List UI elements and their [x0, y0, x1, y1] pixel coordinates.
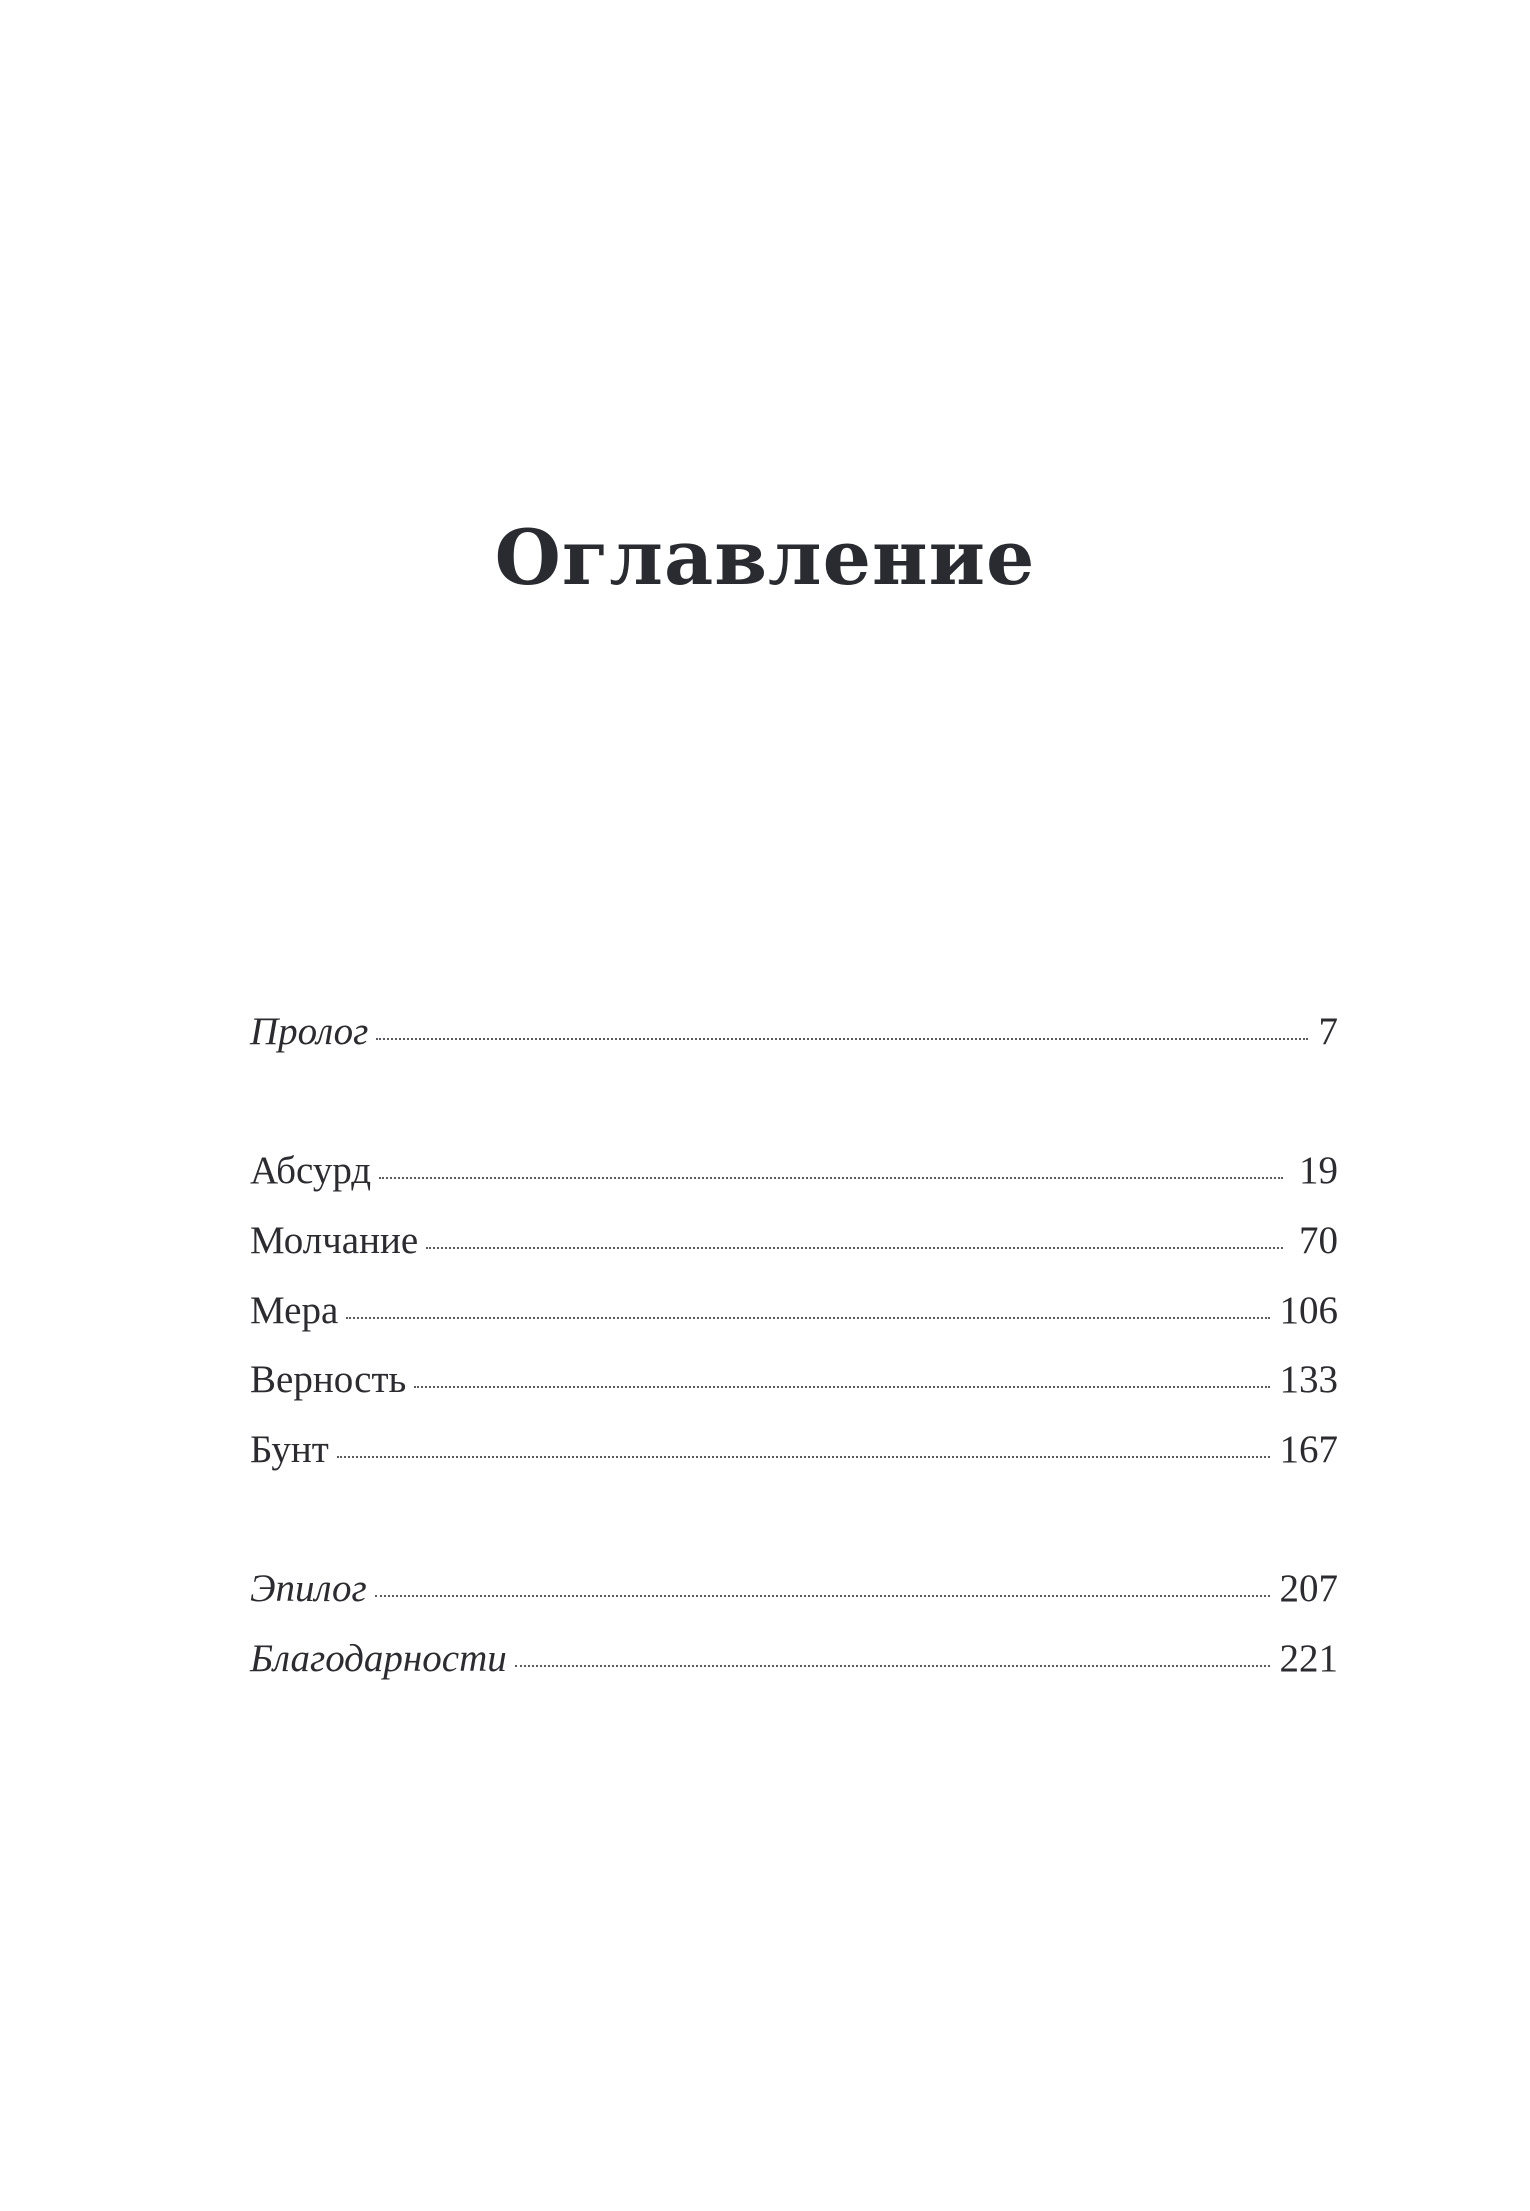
- dot-leader: [346, 1317, 1269, 1319]
- dot-leader: [515, 1665, 1270, 1667]
- toc-entry-page: 70: [1299, 1219, 1338, 1262]
- toc-entry-silence[interactable]: [250, 1213, 1338, 1269]
- dot-leader: [414, 1386, 1269, 1388]
- toc-entry-label: Мера: [250, 1289, 339, 1332]
- toc-entry-page: 167: [1279, 1428, 1338, 1471]
- toc-entry-acknowledgements[interactable]: [250, 1631, 1338, 1687]
- toc-entry-absurd[interactable]: [250, 1143, 1338, 1199]
- table-of-contents: [250, 0, 1338, 2211]
- toc-entry-label: Абсурд: [250, 1149, 372, 1192]
- toc-entry-page: 7: [1318, 1010, 1338, 1053]
- toc-entry-page: 207: [1279, 1567, 1338, 1610]
- toc-entry-label: Эпилог: [250, 1567, 367, 1610]
- dot-leader: [379, 1177, 1283, 1179]
- dot-leader: [426, 1247, 1283, 1249]
- dot-leader: [376, 1038, 1308, 1040]
- toc-entry-label: Благодарности: [250, 1637, 507, 1680]
- dot-leader: [375, 1595, 1270, 1597]
- toc-entry-measure[interactable]: [250, 1283, 1338, 1339]
- toc-entry-label: Бунт: [250, 1428, 329, 1471]
- toc-entry-fidelity[interactable]: [250, 1352, 1338, 1408]
- toc-entry-revolt[interactable]: [250, 1422, 1338, 1478]
- toc-entry-page: 19: [1299, 1149, 1338, 1192]
- toc-entry-label: Молчание: [250, 1219, 419, 1262]
- toc-entry-label: Пролог: [250, 1010, 369, 1053]
- toc-entry-epilogue[interactable]: [250, 1561, 1338, 1617]
- toc-entry-label: Верность: [250, 1358, 407, 1401]
- page-title: Оглавление: [494, 513, 1036, 602]
- toc-entry-page: 221: [1279, 1637, 1338, 1680]
- dot-leader: [337, 1456, 1270, 1458]
- toc-entry-page: 106: [1279, 1289, 1338, 1332]
- toc-entry-prologue[interactable]: [250, 1004, 1338, 1060]
- toc-entry-page: 133: [1279, 1358, 1338, 1401]
